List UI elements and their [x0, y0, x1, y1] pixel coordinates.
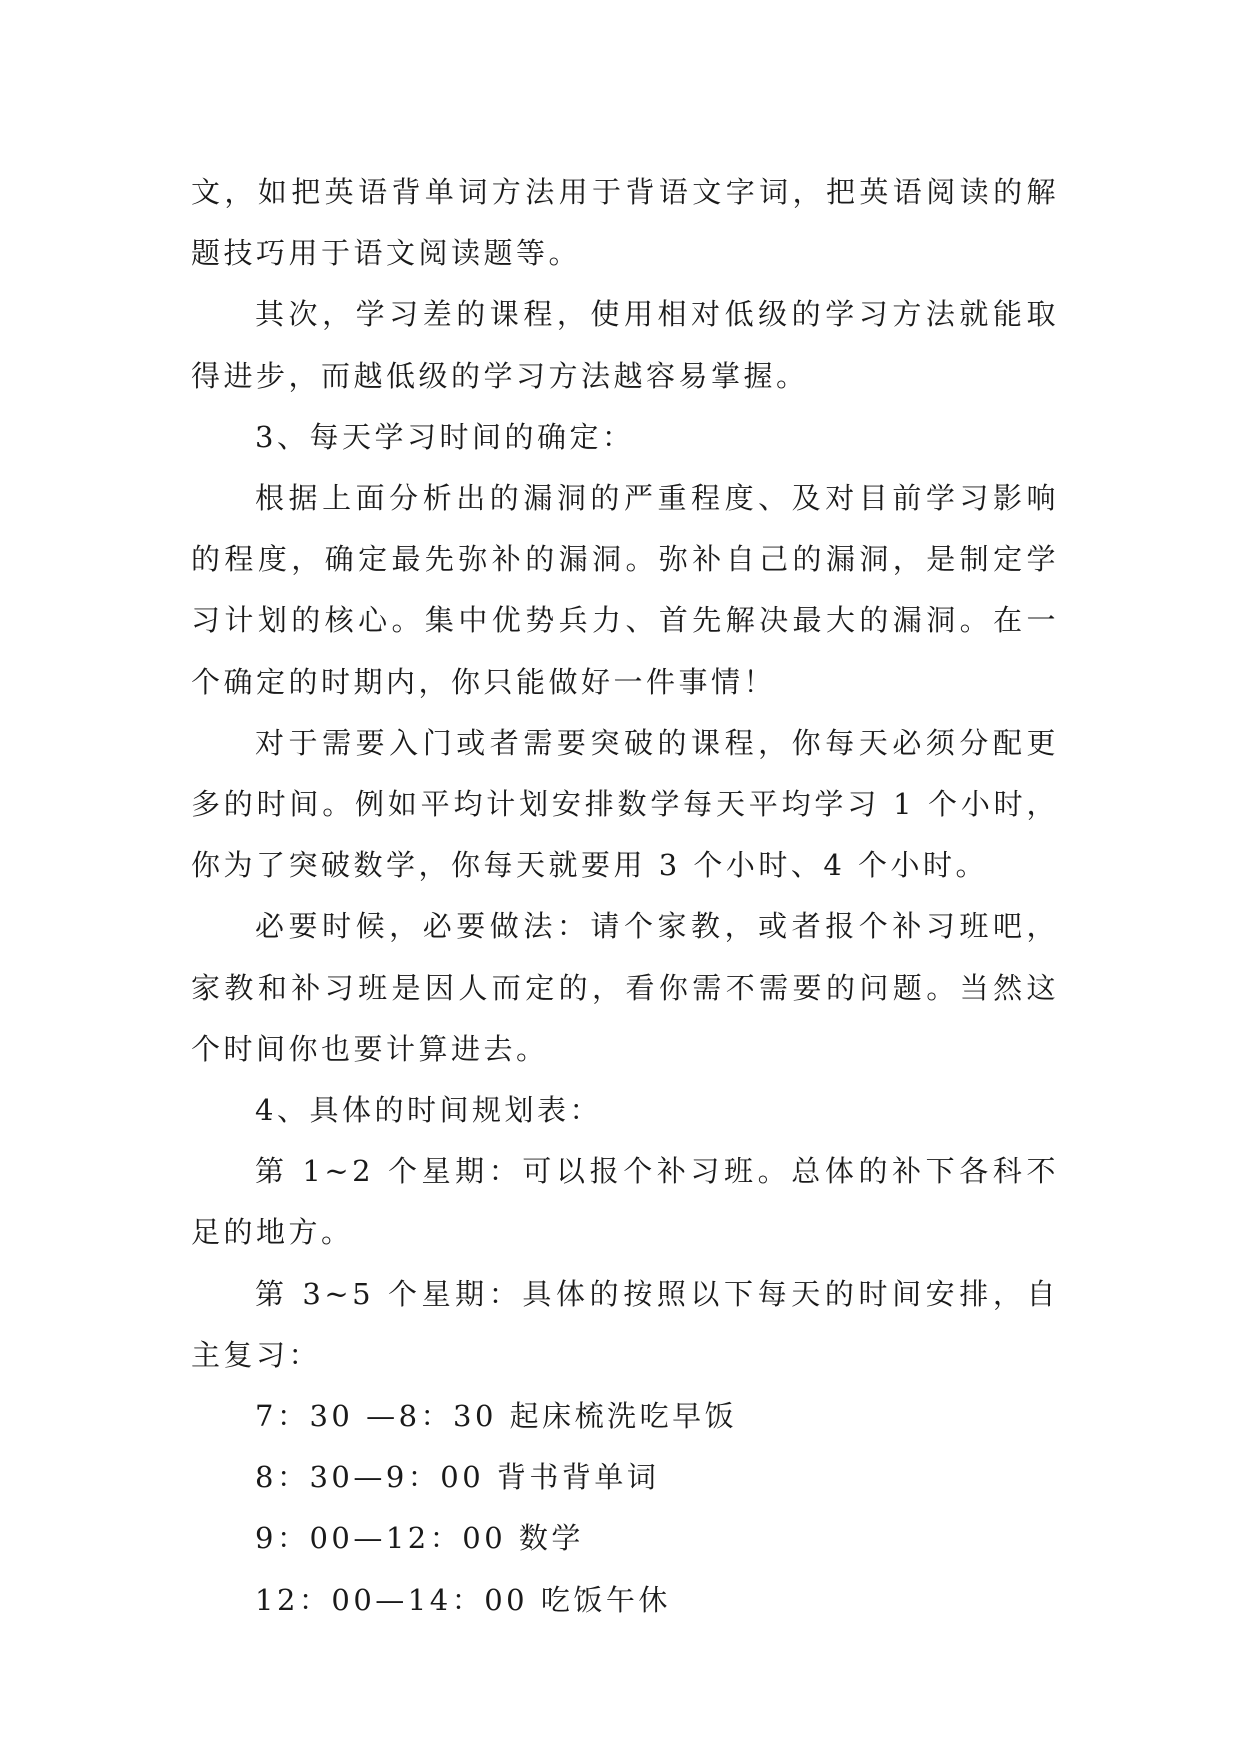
section-heading-3: 3、每天学习时间的确定： [255, 419, 635, 454]
paragraph-secondly: 其次，学习差的课程，使用相对低级的学习方法就能取得进步，而越低级的学习方法越容易掌握。 [191, 297, 1059, 393]
paragraph-continuation: 文，如把英语背单词方法用于背语文字词，把英语阅读的解题技巧用于语文阅读题等。 [191, 175, 1059, 271]
section-heading-4: 4、具体的时间规划表： [255, 1093, 602, 1128]
paragraph-week-3-5: 第 3~5 个星期：具体的按照以下每天的时间安排，自主复习： [191, 1276, 1059, 1372]
paragraph-week-1-2: 第 1~2 个星期：可以报个补习班。总体的补下各科不足的地方。 [191, 1154, 1059, 1250]
paragraph-fix-gaps: 根据上面分析出的漏洞的严重程度、及对目前学习影响的程度，确定最先弥补的漏洞。弥补自己的漏洞，是制定学习计划的核心。集中优势兵力、首先解决最大的漏洞。在一个确定的时期内，你只能做好一件事情！ [191, 481, 1059, 699]
schedule-item: 12：00—14：00 吃饭午休 [255, 1582, 671, 1617]
schedule-item: 8：30—9：00 背书背单词 [255, 1460, 660, 1495]
paragraph-more-time: 对于需要入门或者需要突破的课程，你每天必须分配更多的时间。例如平均计划安排数学每天平均学习 1 个小时，你为了突破数学，你每天就要用 3 个小时、4 个小时。 [191, 725, 1059, 883]
paragraph-tutor: 必要时候，必要做法：请个家教，或者报个补习班吧，家教和补习班是因人而定的，看你需不需要的问题。当然这个时间你也要计算进去。 [191, 909, 1059, 1066]
schedule-item: 9：00—12：00 数学 [255, 1521, 584, 1556]
document-body [191, 162, 1059, 1631]
schedule-item: 7：30 —8：30 起床梳洗吃早饭 [255, 1399, 738, 1434]
